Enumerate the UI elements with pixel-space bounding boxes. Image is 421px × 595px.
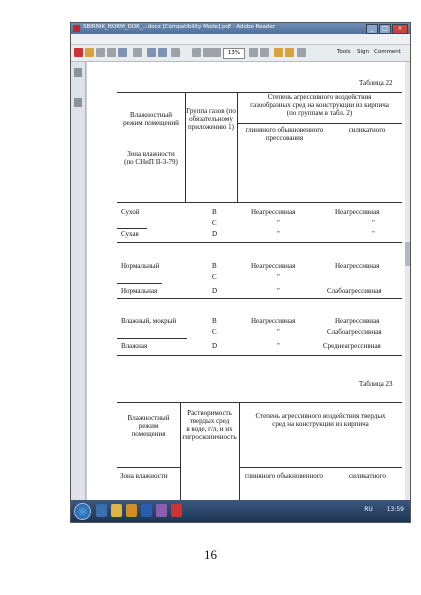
t23-zone-label: Зона влажности: [120, 472, 168, 480]
t22-row-silicate: Неагрессивная: [335, 317, 380, 325]
table23-divider: [117, 467, 180, 468]
zoom-in-icon[interactable]: [212, 48, 221, 57]
page-thumbnails-icon[interactable]: [74, 68, 82, 77]
hand-tool-icon[interactable]: [192, 48, 201, 57]
header-line: Растворимость: [187, 409, 232, 417]
t22-row-clay: ": [277, 230, 280, 238]
window-title: SBIRNIK_NORM_DOK_...docx [Compatibility Mode].pdf - Adobe Reader: [83, 24, 275, 30]
t22-row-group: D: [212, 287, 218, 295]
t22-row-group: C: [212, 219, 217, 227]
header-line: прессования: [265, 134, 304, 142]
row-divider: [117, 242, 402, 243]
t22-row-clay: Неагрессивная: [251, 208, 296, 216]
open-icon[interactable]: [74, 48, 83, 57]
t22-row-clay: ": [277, 273, 280, 281]
screenshot-window: [70, 22, 411, 523]
language-indicator[interactable]: RU: [364, 506, 373, 513]
system-tray: [364, 506, 404, 513]
row-divider: [117, 338, 187, 339]
vertical-scrollbar[interactable]: [405, 62, 410, 500]
t22-row-group: D: [212, 230, 218, 238]
t23-header-solubility: [180, 409, 239, 441]
t22-row-silicate: Неагрессивная: [335, 208, 380, 216]
windows-taskbar: [71, 500, 410, 522]
t22-row-group: C: [212, 273, 217, 281]
t22-row-silicate: Слабоагрессивная: [327, 328, 382, 336]
t22-row-regime: Сухая: [121, 230, 139, 238]
sign-button[interactable]: Sign: [357, 49, 369, 55]
t22-row-group: C: [212, 328, 217, 336]
zoom-level-field[interactable]: 13%: [223, 48, 245, 59]
table22-subheader-line: [237, 123, 402, 124]
scrollbar-thumb[interactable]: [405, 242, 410, 266]
header-line: Степень агрессивного воздействия: [267, 93, 372, 101]
t22-subheader-silicate: силикатного: [348, 126, 386, 134]
word-taskbar-icon[interactable]: [141, 504, 152, 517]
t22-row-silicate: Среднеагрессивная: [323, 342, 381, 350]
sign-pen-icon[interactable]: [297, 48, 306, 57]
comment-button[interactable]: Comment: [374, 49, 401, 55]
t22-row-group: B: [212, 208, 217, 216]
menu-bar: [71, 34, 410, 45]
minimize-button[interactable]: _: [366, 24, 378, 34]
table23-top-border: [117, 402, 402, 403]
email-icon[interactable]: [118, 48, 127, 57]
t22-row-regime: Влажная: [121, 342, 148, 350]
attachments-icon[interactable]: [74, 98, 82, 107]
header-line: сред на конструкции из кирпича: [272, 420, 369, 428]
highlight-icon[interactable]: [274, 48, 283, 57]
adobe-reader-icon: [73, 25, 80, 32]
t22-row-silicate: ": [372, 219, 375, 227]
t23-subheader-silicate: силикатного: [349, 472, 386, 480]
table23-label: Таблица 23: [359, 380, 393, 388]
row-divider: [117, 283, 162, 284]
t22-row-clay: ": [277, 342, 280, 350]
header-line: режим: [138, 422, 159, 430]
t22-row-silicate: Неагрессивная: [335, 262, 380, 270]
previous-page-icon[interactable]: [147, 48, 156, 57]
pdf-page: [87, 62, 405, 500]
title-bar: [71, 23, 410, 34]
t22-row-group: B: [212, 262, 217, 270]
t22-zone-label: [117, 150, 185, 166]
header-line: Степень агрессивного воздействия твердых: [255, 412, 386, 420]
t22-row-group: D: [212, 342, 218, 350]
table22-bottom-border: [117, 355, 402, 356]
select-tool-icon[interactable]: [133, 48, 142, 57]
page-number: 16: [204, 547, 217, 562]
header-line: газообразных сред на конструкции из кирпича: [250, 101, 389, 109]
start-button-icon[interactable]: [74, 503, 91, 520]
t22-header-gas-group: [185, 107, 237, 131]
header-line: твердых сред: [189, 417, 230, 425]
zoom-out-icon[interactable]: [203, 48, 212, 57]
navigation-pane: [71, 62, 86, 500]
t22-row-regime: Нормальный: [121, 262, 160, 270]
t22-row-silicate: ": [372, 230, 375, 238]
table22-label: Таблица 22: [359, 79, 393, 87]
header-line: обязательному: [189, 115, 233, 123]
header-line: приложению 1): [188, 123, 234, 131]
comment-note-icon[interactable]: [285, 48, 294, 57]
app-taskbar-icon[interactable]: [156, 504, 167, 517]
header-line: помещения: [131, 430, 166, 438]
adobe-reader-taskbar-icon[interactable]: [171, 504, 182, 517]
header-line: Зона влажности: [127, 150, 175, 158]
row-divider: [117, 228, 147, 229]
t23-header-regime: [117, 414, 180, 438]
clock[interactable]: 13:59: [386, 506, 404, 513]
t22-row-regime: Нормальная: [121, 287, 158, 295]
t23-subheader-clay: глиняного обыкновенного: [245, 472, 323, 480]
t22-row-regime: Влажный, мокрый: [121, 317, 177, 325]
next-page-icon[interactable]: [158, 48, 167, 57]
t23-header-aggression: [239, 412, 402, 428]
header-line: в воде, г/л, и их: [186, 425, 233, 433]
create-pdf-icon[interactable]: [85, 48, 94, 57]
media-taskbar-icon[interactable]: [126, 504, 137, 517]
header-line: (по СНиП II-3-79): [124, 158, 178, 166]
header-line: Влажностный: [127, 414, 170, 422]
t22-row-regime: Сухой: [121, 208, 140, 216]
t22-row-clay: ": [277, 287, 280, 295]
table22-header-bottom: [117, 202, 402, 203]
t22-row-group: B: [212, 317, 217, 325]
print-icon[interactable]: [107, 48, 116, 57]
t22-row-clay: Неагрессивная: [251, 262, 296, 270]
t22-row-clay: ": [277, 328, 280, 336]
t22-header-aggression: [237, 93, 402, 117]
table23-divider: [239, 467, 402, 468]
header-line: гигроскопичность: [182, 433, 237, 441]
header-line: глиняного обыкновенного: [245, 126, 324, 134]
ie-taskbar-icon[interactable]: [96, 504, 107, 517]
t22-row-clay: ": [277, 219, 280, 227]
header-line: Группа газов (по: [186, 107, 236, 115]
close-button[interactable]: ×: [392, 24, 408, 34]
t22-header-regime: [117, 111, 185, 127]
maximize-button[interactable]: □: [379, 24, 391, 34]
tools-button[interactable]: Tools: [337, 49, 351, 55]
row-divider: [117, 298, 402, 299]
toolbar: [71, 45, 410, 62]
fit-width-icon[interactable]: [260, 48, 269, 57]
save-icon[interactable]: [96, 48, 105, 57]
t22-row-silicate: Слабоагрессивная: [327, 287, 382, 295]
fit-page-icon[interactable]: [249, 48, 258, 57]
header-line: Влажностный: [130, 111, 172, 119]
t22-subheader-clay: [237, 126, 332, 142]
explorer-taskbar-icon[interactable]: [111, 504, 122, 517]
page-number-field[interactable]: [171, 48, 180, 57]
header-line: режим помещений: [123, 119, 179, 127]
header-line: (по группам в табл. 2): [286, 109, 353, 117]
t22-row-clay: Неагрессивная: [251, 317, 296, 325]
